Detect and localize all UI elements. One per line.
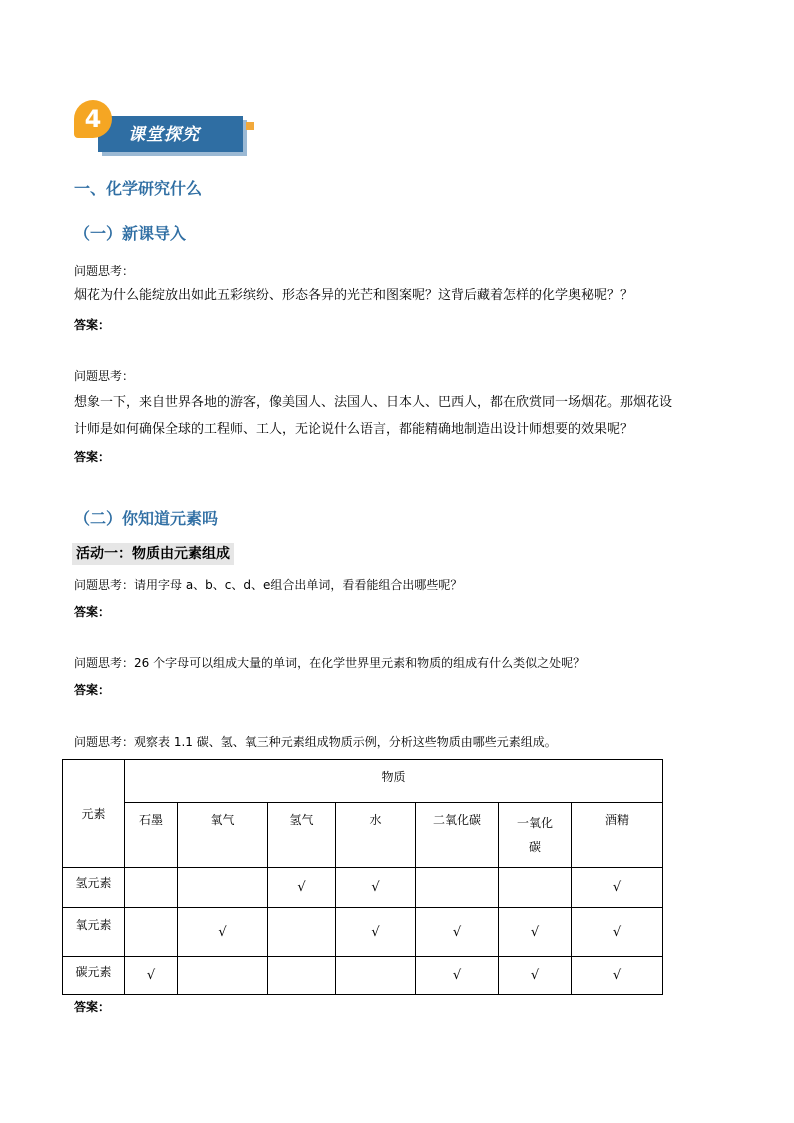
section-banner <box>72 100 257 158</box>
activity-title: 活动一：物质由元素组成 <box>72 543 234 565</box>
answer-label: 答案： <box>74 1000 111 1014</box>
table-cell <box>178 957 268 995</box>
banner-number-badge: 4 <box>74 100 112 138</box>
column-header <box>499 803 572 868</box>
column-header: 氢气 <box>268 803 336 868</box>
banner-title: 课堂探究 <box>128 125 200 145</box>
table-cell: √ <box>572 957 663 995</box>
table-cell <box>268 957 336 995</box>
table-cell <box>336 957 416 995</box>
row-header: 氢元素 <box>63 868 125 908</box>
answer-label: 答案： <box>74 605 111 619</box>
table-cell: √ <box>572 868 663 908</box>
column-header-text: 一氧化碳 <box>517 816 554 854</box>
table-cell <box>416 868 499 908</box>
table-cell: √ <box>178 908 268 957</box>
table-cell: √ <box>499 957 572 995</box>
table-cell <box>499 868 572 908</box>
question-text: 问题思考：观察表 1.1 碳、氢、氧三种元素组成物质示例，分析这些物质由哪些元素组成。 <box>74 735 557 749</box>
question-label: 问题思考： <box>74 264 135 278</box>
table-cell: √ <box>416 957 499 995</box>
table-cell: √ <box>268 868 336 908</box>
heading-know-elements: （二）你知道元素吗 <box>74 509 219 528</box>
heading-new-lesson: （一）新课导入 <box>74 224 187 243</box>
table-cell: √ <box>499 908 572 957</box>
question-text-line1: 想象一下，来自世界各地的游客，像美国人、法国人、日本人、巴西人，都在欣赏同一场烟花。那烟花设 <box>74 395 673 410</box>
table-corner-header: 元素 <box>63 760 125 868</box>
row-header: 氧元素 <box>63 908 125 957</box>
question-text-line2: 计师是如何确保全球的工程师、工人，无论说什么语言，都能精确地制造出设计师想要的效果呢？ <box>74 422 634 437</box>
column-header: 石墨 <box>125 803 178 868</box>
table-cell: √ <box>125 957 178 995</box>
question-text: 烟花为什么能绽放出如此五彩缤纷、形态各异的光芒和图案呢？这背后藏着怎样的化学奥秘呢？？ <box>74 288 634 303</box>
question-label: 问题思考： <box>74 369 135 383</box>
table-cell <box>125 868 178 908</box>
table-cell <box>268 908 336 957</box>
answer-label: 答案： <box>74 318 111 332</box>
table-cell: √ <box>572 908 663 957</box>
column-header: 水 <box>336 803 416 868</box>
question-text: 问题思考：26 个字母可以组成大量的单词，在化学世界里元素和物质的组成有什么类似之处呢？ <box>74 656 586 670</box>
heading-section-1: 一、化学研究什么 <box>74 179 203 198</box>
table-cell <box>178 868 268 908</box>
table-cell: √ <box>416 908 499 957</box>
table-cell <box>125 908 178 957</box>
element-composition-table <box>62 759 663 995</box>
banner-accent-square <box>246 122 254 130</box>
answer-label: 答案： <box>74 450 111 464</box>
column-header: 酒精 <box>572 803 663 868</box>
answer-label: 答案： <box>74 683 111 697</box>
table-cell: √ <box>336 868 416 908</box>
row-header: 碳元素 <box>63 957 125 995</box>
column-header: 二氧化碳 <box>416 803 499 868</box>
table-cell: √ <box>336 908 416 957</box>
table-group-header: 物质 <box>125 760 663 803</box>
column-header: 氧气 <box>178 803 268 868</box>
question-text: 问题思考：请用字母 a、b、c、d、e组合出单词，看看能组合出哪些呢？ <box>74 578 463 592</box>
